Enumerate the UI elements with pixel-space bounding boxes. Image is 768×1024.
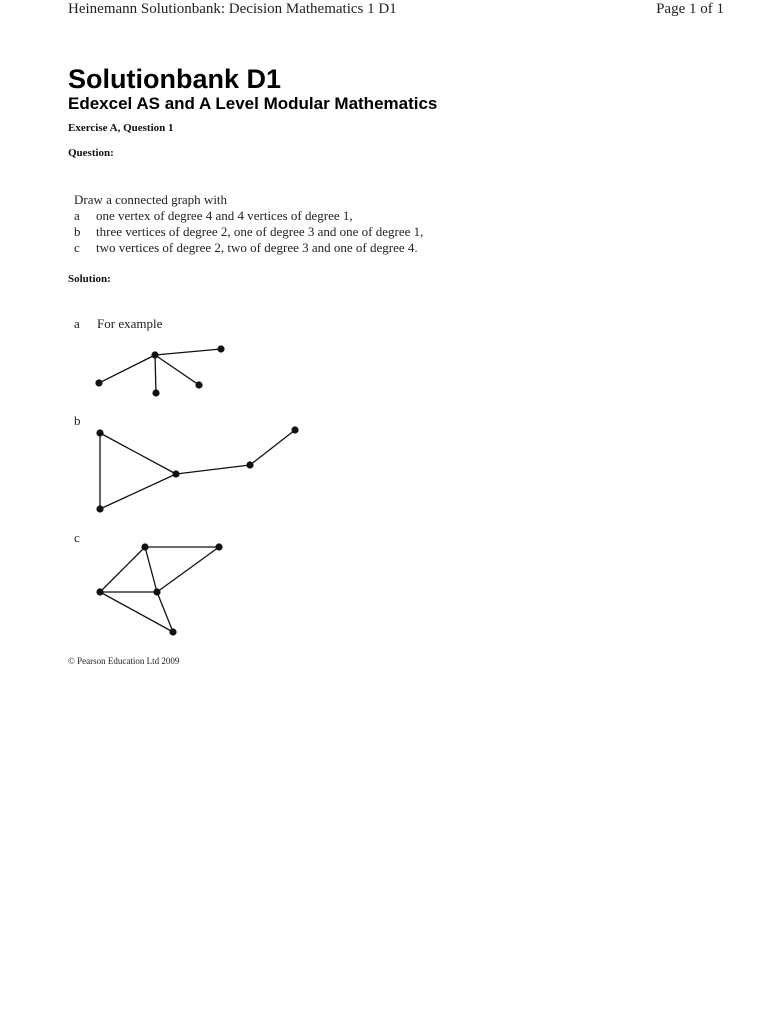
page-subtitle: Edexcel AS and A Level Modular Mathematics	[68, 94, 438, 113]
item-text: one vertex of degree 4 and 4 vertices of degree 1,	[96, 208, 353, 223]
item-letter: a	[74, 208, 80, 223]
question-label: Question:	[68, 147, 114, 159]
graph-b	[96, 426, 298, 512]
graph-c-vertex	[141, 543, 148, 550]
exercise-label: Exercise A, Question 1	[68, 122, 174, 134]
graph-b-vertex	[172, 470, 179, 477]
copyright-footer: © Pearson Education Ltd 2009	[68, 656, 180, 666]
part-b-label: b	[74, 413, 81, 428]
graph-c-vertex	[96, 588, 103, 595]
solution-label: Solution:	[68, 273, 111, 285]
graph-a-vertex	[151, 351, 158, 358]
item-text: two vertices of degree 2, two of degree 3 and one of degree 4.	[96, 240, 418, 255]
item-letter: c	[74, 240, 80, 255]
graph-a-vertex	[217, 345, 224, 352]
graph-b-vertex	[96, 429, 103, 436]
question-intro: Draw a connected graph with	[74, 192, 228, 207]
page-title: Solutionbank D1	[68, 64, 282, 94]
item-text: three vertices of degree 2, one of degree 3 and one of degree 1,	[96, 224, 424, 239]
graph-a	[95, 345, 224, 396]
part-a-label: a For example	[74, 316, 163, 331]
page-number: Page 1 of 1	[656, 1, 724, 17]
graph-b-vertex	[96, 505, 103, 512]
graph-a-vertex	[95, 379, 102, 386]
graph-a-vertex	[195, 381, 202, 388]
graph-b-vertex	[246, 461, 253, 468]
graph-a-vertex	[152, 389, 159, 396]
page-header-title: Heinemann Solutionbank: Decision Mathematics 1 D1	[68, 1, 397, 17]
item-letter: b	[74, 224, 81, 239]
graph-b-vertex	[291, 426, 298, 433]
graph-c	[96, 543, 222, 635]
part-c-label: c	[74, 530, 80, 545]
graph-c-vertex	[215, 543, 222, 550]
graph-c-vertex	[169, 628, 176, 635]
graph-c-vertex	[153, 588, 160, 595]
